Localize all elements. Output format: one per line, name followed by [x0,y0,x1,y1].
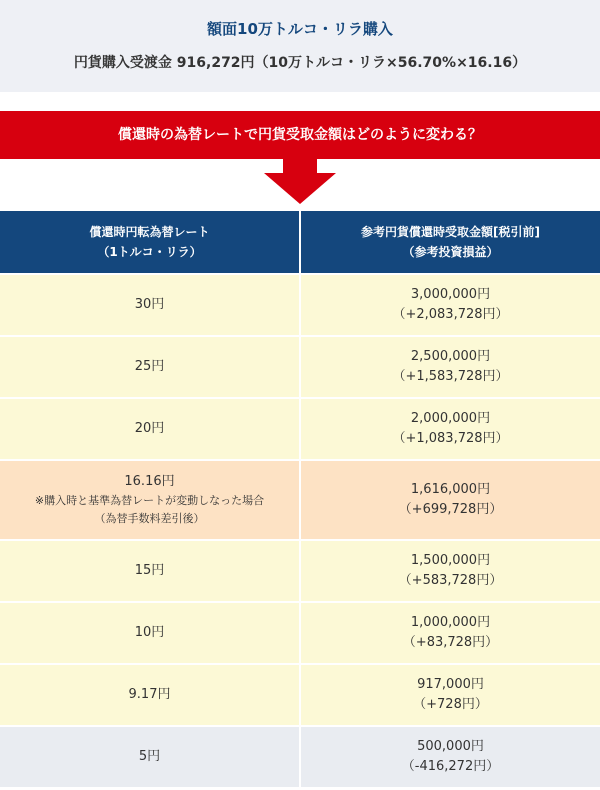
header-exchange-rate [0,211,300,274]
amount-cell [300,726,600,788]
amount-cell [300,274,600,336]
header-redemption-amount-label: 参考円貨償還時受取金額[税引前] [361,225,540,239]
rate-cell: 10円 [0,602,300,664]
rate-cell: 15円 [0,540,300,602]
amount-value: 2,000,000円 [410,411,491,426]
amount-cell [300,398,600,460]
profit-loss-value: （+1,083,728円） [392,431,509,446]
question-banner: 償還時の為替レートで円貨受取金額はどのように変わる？ [0,111,600,159]
rate-cell: 30円 [0,274,300,336]
amount-cell [300,602,600,664]
profit-loss-value: （+2,083,728円） [392,307,509,322]
down-arrow-icon [264,159,336,204]
table-header-row [0,211,600,274]
header-panel [0,0,600,92]
table-row [0,602,600,664]
rate-cell: 9.17円 [0,664,300,726]
table-row [0,540,600,602]
rate-cell [0,460,300,540]
rate-note: ※購入時と基準為替レートが変動しなった場合 [34,494,265,507]
rate-cell: 5円 [0,726,300,788]
purchase-amount-text: 円貨購入受渡金 916,272円（10万トルコ・リラ×56.70%×16.16） [73,55,527,71]
rate-table [0,211,600,789]
amount-value: 1,000,000円 [410,615,491,630]
amount-cell [300,460,600,540]
profit-loss-value: （+728円） [413,697,488,712]
table-row-loss [0,726,600,788]
rate-cell: 25円 [0,336,300,398]
rate-cell: 20円 [0,398,300,460]
profit-loss-value: （+699,728円） [398,502,503,517]
amount-value: 3,000,000円 [410,287,491,302]
amount-cell [300,540,600,602]
amount-value: 1,500,000円 [410,553,491,568]
rate-value: 16.16円 [124,474,175,489]
table-row [0,274,600,336]
table-row [0,336,600,398]
header-profit-loss-label: （参考投資損益） [402,245,499,259]
table-row-current-rate [0,460,600,540]
profit-loss-value: （+583,728円） [398,573,503,588]
header-redemption-amount [300,211,600,274]
page-title: 額面10万トルコ・リラ購入 [207,20,393,38]
profit-loss-value: （+1,583,728円） [392,369,509,384]
table-row [0,664,600,726]
table-row [0,398,600,460]
amount-cell [300,664,600,726]
amount-cell [300,336,600,398]
profit-loss-value: （-416,272円） [401,759,500,774]
amount-value: 2,500,000円 [410,349,491,364]
amount-value: 1,616,000円 [410,482,491,497]
header-exchange-rate-label: 償還時円転為替レート [89,225,210,239]
amount-value: 500,000円 [417,739,484,754]
amount-value: 917,000円 [417,677,484,692]
profit-loss-value: （+83,728円） [402,635,499,650]
header-exchange-rate-unit: （1トルコ・リラ） [97,245,202,259]
rate-note-fee: （為替手数料差引後） [94,512,205,525]
